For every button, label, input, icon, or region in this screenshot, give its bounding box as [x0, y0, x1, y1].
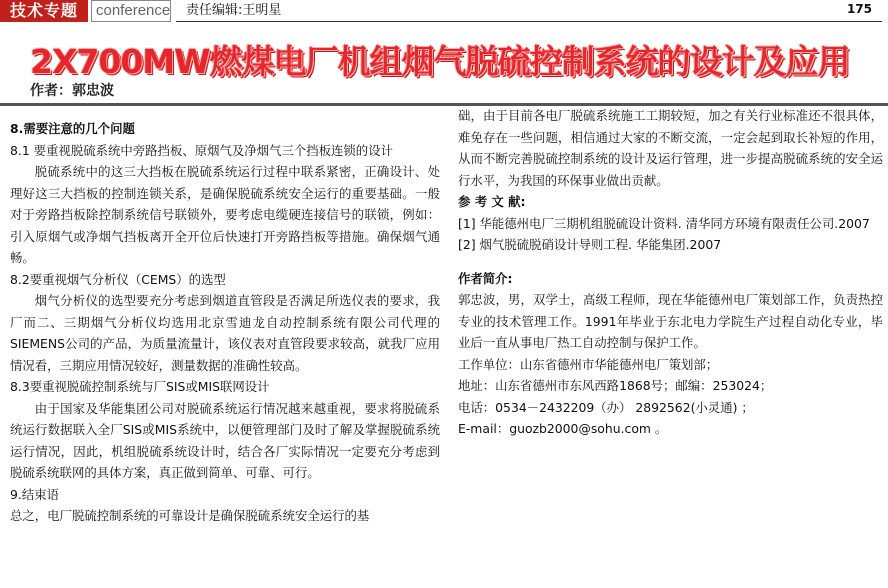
phone: 电话：0534－2432209（办） 2892562(小灵通) ；	[458, 399, 754, 415]
work-unit: 工作单位：山东省德州市华能德州电厂策划部；	[458, 356, 719, 372]
reference-item: [1] 华能德州电厂三期机组脱硫设计资料. 清华同方环境有限责任公司.2007	[458, 215, 870, 231]
reference-item: [2] 烟气脱硫脱硝设计导则工程. 华能集团.2007	[458, 237, 722, 252]
page-header	[0, 0, 888, 24]
paragraph: 总之，电厂脱硫控制系统的可靠设计是确保脱硫系统安全运行的基	[10, 508, 370, 523]
left-column	[10, 118, 440, 527]
references-heading: 参 考 文 献:	[458, 194, 526, 209]
paragraph-continuation: 础，由于目前各电厂脱硫系统施工工期较短，加之有关行业标准还不很具体，难免存在一些问题，相信通过大家的不断交流，一定会起到取长补短的作用，从而不断完善脱硫控制系统的设计及运行管理，进一步提高脱硫系统的安全运行水平，为我国的环保事业做出贡献。	[458, 108, 883, 188]
subsection-heading: 8.1 要重视脱硫系统中旁路挡板、原烟气及净烟气三个挡板连锁的设计	[10, 142, 393, 158]
email: E-mail：guozb2000@sohu.com 。	[458, 421, 668, 436]
editor-credit: 责任编辑:王明星	[186, 3, 282, 18]
section-heading: 9.结束语	[10, 486, 59, 502]
paragraph: 烟气分析仪的选型要充分考虑到烟道直管段是否满足所选仪表的要求，我厂而二、三期烟气分析仪均选用北京雪迪龙自动控制系统有限公司代理的SIEMENS公司的产品，为质量流量计，该仪表对直管段要求较高，就我厂应用情况看，三期应用情况较好，测量数据的准确性较高。	[10, 293, 440, 373]
header-rule	[176, 21, 882, 22]
paragraph: 由于国家及华能集团公司对脱硫系统运行情况越来越重视，要求将脱硫系统运行数据联入全厂SIS或MIS系统中，以便管理部门及时了解及掌握脱硫系统运行情况，因此，机组脱硫系统设计时，结合各厂实际情况一定要充分考虑到脱硫系统联网的具体方案，真正做到简单、可靠、可行。	[10, 400, 440, 480]
author-bio: 郭忠波，男，双学士，高级工程师，现在华能德州电厂策划部工作，负责热控专业的技术管理工作。1991年毕业于东北电力学院生产过程自动化专业，毕业后一直从事电厂热工自动控制与保护工作。	[458, 292, 883, 350]
subsection-heading: 8.2要重视烟气分析仪（CEMS）的选型	[10, 271, 226, 287]
section-tag: 技术专题	[0, 0, 88, 22]
conference-label: conference	[91, 0, 171, 22]
subsection-heading: 8.3要重视脱硫控制系统与厂SIS或MIS联网设计	[10, 379, 270, 394]
page-number: 175	[846, 2, 872, 16]
article-title: 2X700MW燃煤电厂机组烟气脱硫控制系统的设计及应用	[30, 42, 850, 81]
article-author: 作者：郭忠波	[30, 83, 114, 99]
spacer	[458, 256, 883, 268]
bio-heading: 作者简介:	[458, 270, 513, 286]
paragraph: 脱硫系统中的这三大挡板在脱硫系统运行过程中联系紧密，正确设计、处理好这三大挡板的控制连锁关系，是确保脱硫系统安全运行的重要基础。一般对于旁路挡板除控制系统信号联锁外，要考虑电缆硬连接信号的联锁，例如：引入原烟气或净烟气挡板离开全开位后快速打开旁路挡板等措施。确保烟气通畅。	[10, 164, 440, 265]
address: 地址：山东省德州市东风西路1868号；邮编：253024；	[458, 378, 773, 393]
right-column	[458, 105, 883, 440]
section-heading: 8.需要注意的几个问题	[10, 121, 135, 136]
